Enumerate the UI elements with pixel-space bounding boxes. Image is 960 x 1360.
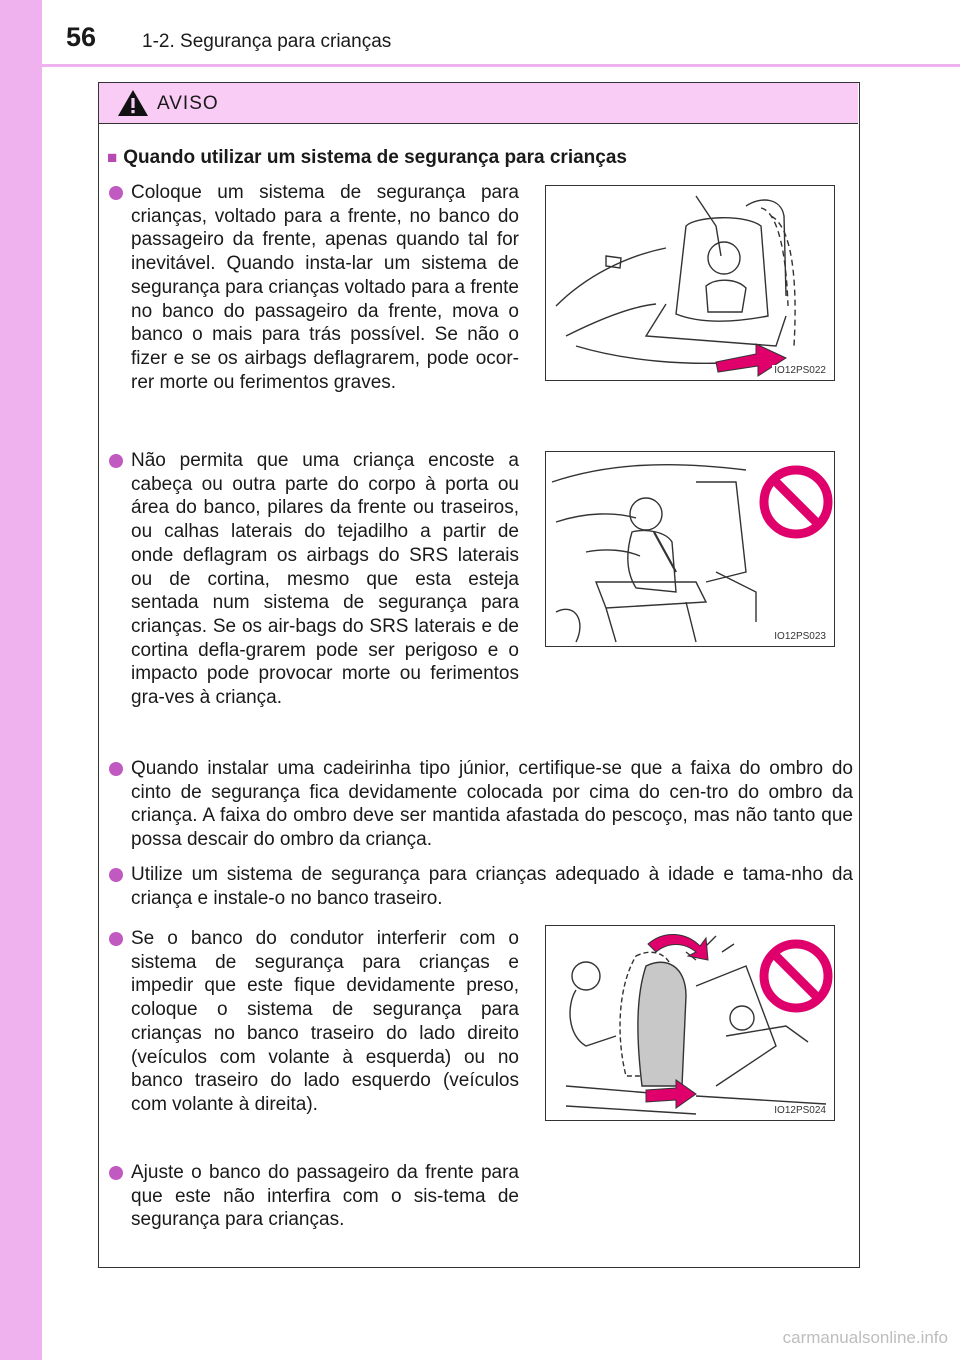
warning-title: AVISO	[157, 93, 219, 114]
warning-triangle-icon	[117, 89, 149, 117]
bullet-icon	[109, 454, 123, 468]
page-number: 56	[66, 22, 97, 52]
bullet-icon	[109, 186, 123, 200]
forward-child-seat-illustration	[546, 186, 835, 381]
bullet-item	[109, 927, 519, 1117]
bullet-text: Ajuste o banco do passageiro da frente para que este não interfira com o sis-tema de segurança para crianças.	[131, 1162, 519, 1231]
figure-label: IO12PS022	[774, 365, 826, 376]
warning-header	[99, 83, 858, 124]
bullet-text: Se o banco do condutor interferir com o sistema de segurança para crianças e impedir que este fique devidamente preso, coloque o sistema de segurança para crianças no banco traseiro do lado direito (veículos com volante à esquerda) ou no banco traseiro do lado esquerdo (veículos com volante à direita).	[131, 928, 519, 1115]
driver-seat-interference-illustration	[546, 926, 835, 1121]
bullet-icon	[109, 868, 123, 882]
bullet-text: Coloque um sistema de segurança para crianças, voltado para a frente, no banco do passageiro da frente, apenas quando tal for inevitável. Quando insta-lar um sistema de segurança para crianças voltado para a frente no banco do passageiro da frente, mova o banco o mais para trás possível. Se não o fizer e se os airbags deflagrarem, pode ocor-rer morte ou ferimentos graves.	[131, 182, 519, 393]
bullet-item	[109, 863, 853, 910]
bullet-item	[109, 757, 853, 852]
bullet-text: Utilize um sistema de segurança para crianças adequado à idade e tama-nho da criança e instale-o no banco traseiro.	[131, 864, 853, 909]
warning-heading-text: Quando utilizar um sistema de segurança para crianças	[123, 147, 627, 168]
section-title: 1-2. Segurança para crianças	[142, 31, 392, 52]
bullet-icon	[109, 1166, 123, 1180]
side-color-strip	[0, 0, 42, 1360]
bullet-item	[109, 449, 519, 710]
figure-label: IO12PS024	[774, 1105, 826, 1116]
figure-child-near-door	[545, 451, 835, 647]
header-divider	[42, 64, 960, 67]
bullet-text: Não permita que uma criança encoste a cabeça ou outra parte do corpo à porta ou área do banco, pilares da frente ou traseiros, ou calhas laterais do tejadilho a partir de onde deflagram os airbags do SRS laterais ou de cortina, mesmo que esta esteja sentada num sistema de segurança para crianças. Se os air-bags do SRS laterais e de cortina defla-grarem pode ser perigoso e o impacto pode provocar morte ou ferimentos gra-ves à criança.	[131, 450, 519, 709]
bullet-item	[109, 1161, 519, 1232]
figure-label: IO12PS023	[774, 631, 826, 642]
bullet-icon	[109, 762, 123, 776]
bullet-text: Quando instalar uma cadeirinha tipo júnior, certifique-se que a faixa do ombro do cinto de segurança fica devidamente colocada por cima do cen-tro do ombro da criança. A faixa do ombro deve ser mantida afastada do pescoço, mas não tanto que possa descair do ombro da criança.	[131, 758, 853, 851]
heading-square-icon: ■	[107, 148, 118, 167]
bullet-icon	[109, 932, 123, 946]
figure-forward-child-seat	[545, 185, 835, 381]
warning-heading	[107, 147, 627, 169]
watermark: carmanualsonline.info	[782, 1328, 948, 1347]
bullet-item	[109, 181, 519, 394]
warning-box	[98, 82, 860, 1268]
child-near-door-illustration	[546, 452, 835, 647]
figure-driver-seat-interference	[545, 925, 835, 1121]
